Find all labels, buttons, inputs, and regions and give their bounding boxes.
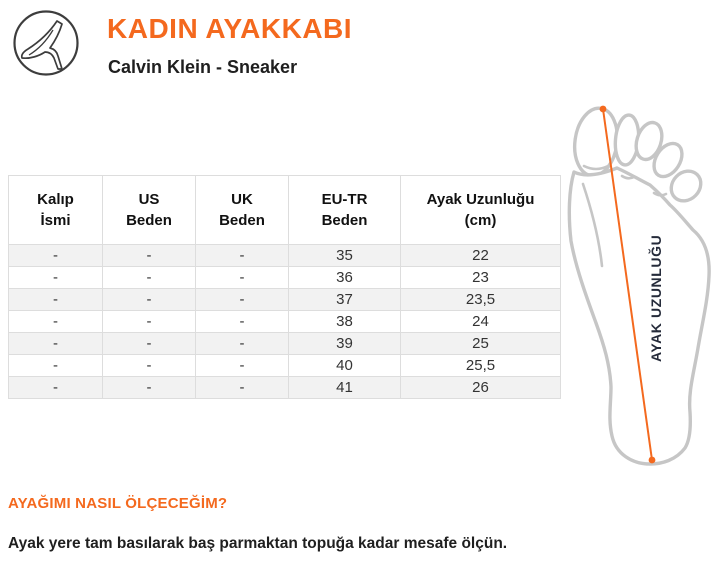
page-subtitle: Calvin Klein - Sneaker <box>108 57 298 77</box>
size-cell: - <box>103 289 196 311</box>
size-cell: 38 <box>289 311 401 333</box>
size-cell: - <box>196 355 289 377</box>
table-row <box>9 289 561 311</box>
size-cell: - <box>196 289 289 311</box>
high-heel-shoe-icon <box>12 9 80 77</box>
column-header: Ayak Uzunluğu (cm) <box>401 176 561 245</box>
foot-length-label: AYAK UZUNLUĞU <box>648 234 664 362</box>
page-title: KADIN AYAKKABI <box>107 13 353 44</box>
size-cell: - <box>9 333 103 355</box>
column-header: EU-TR Beden <box>289 176 401 245</box>
size-cell: 26 <box>401 377 561 399</box>
foot-sole-outline <box>558 94 714 470</box>
size-cell: 24 <box>401 311 561 333</box>
size-cell: - <box>196 245 289 267</box>
size-cell: - <box>196 377 289 399</box>
size-cell: 39 <box>289 333 401 355</box>
foot-measurement-diagram <box>558 94 714 470</box>
size-cell: 25 <box>401 333 561 355</box>
size-cell: 23 <box>401 267 561 289</box>
size-cell: 41 <box>289 377 401 399</box>
size-chart-table <box>8 175 561 399</box>
table-row <box>9 377 561 399</box>
table-row <box>9 311 561 333</box>
size-cell: 40 <box>289 355 401 377</box>
size-cell: 23,5 <box>401 289 561 311</box>
size-cell: - <box>9 267 103 289</box>
size-cell: - <box>9 355 103 377</box>
size-cell: - <box>103 311 196 333</box>
size-cell: - <box>103 355 196 377</box>
size-cell: 22 <box>401 245 561 267</box>
table-row <box>9 267 561 289</box>
size-cell: - <box>103 333 196 355</box>
size-cell: - <box>103 245 196 267</box>
size-cell: - <box>9 289 103 311</box>
measure-section-heading: AYAĞIMI NASIL ÖLÇECEĞİM? <box>8 495 228 512</box>
high-heel-shoe-icon-svg <box>12 9 80 77</box>
table-row <box>9 333 561 355</box>
table-row <box>9 355 561 377</box>
column-header: UK Beden <box>196 176 289 245</box>
column-header: Kalıp İsmi <box>9 176 103 245</box>
size-cell: - <box>196 333 289 355</box>
size-chart-header <box>9 176 561 245</box>
table-row <box>9 245 561 267</box>
size-cell: 25,5 <box>401 355 561 377</box>
size-cell: 36 <box>289 267 401 289</box>
measure-instruction-text: Ayak yere tam basılarak baş parmaktan topuğa kadar mesafe ölçün. <box>8 535 508 552</box>
size-cell: - <box>9 377 103 399</box>
size-cell: 37 <box>289 289 401 311</box>
size-cell: - <box>9 311 103 333</box>
size-cell: - <box>196 267 289 289</box>
size-cell: - <box>196 311 289 333</box>
size-cell: - <box>103 267 196 289</box>
size-cell: - <box>103 377 196 399</box>
size-cell: 35 <box>289 245 401 267</box>
column-header: US Beden <box>103 176 196 245</box>
size-cell: - <box>9 245 103 267</box>
size-chart-body <box>9 245 561 399</box>
